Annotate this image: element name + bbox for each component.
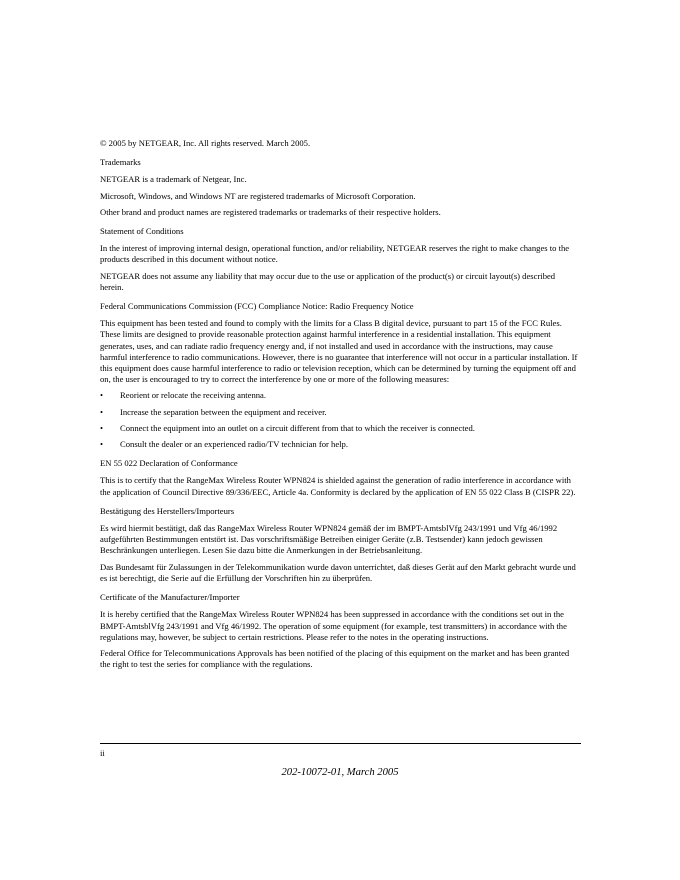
trademarks-paragraph: Other brand and product names are registered trademarks or trademarks of their respective holders.	[100, 206, 441, 217]
conditions-heading: Statement of Conditions	[100, 226, 184, 237]
en55022-heading: EN 55 022 Declaration of Conformance	[100, 458, 238, 469]
bullet-icon: •	[100, 406, 104, 417]
list-item-text: Consult the dealer or an experienced radio/TV technician for help.	[120, 439, 348, 450]
bestaetigung-heading: Bestätigung des Herstellers/Importeurs	[100, 505, 235, 516]
bullet-icon: •	[100, 422, 104, 433]
trademarks-paragraph: NETGEAR is a trademark of Netgear, Inc.	[100, 174, 247, 185]
page-number: ii	[100, 748, 105, 758]
bestaetigung-paragraph: Das Bundesamt für Zulassungen in der Telekommunikation wurde davon unterrichtet, daß dieses Gerät auf den Markt gebracht wurde und es ist berechtigt, die Serie auf die Erfüllung der Vorschriften hin zu überprüfen.	[100, 561, 576, 583]
certificate-heading: Certificate of the Manufacturer/Importer	[100, 592, 240, 603]
footer-divider	[100, 743, 581, 744]
bullet-icon: •	[100, 390, 104, 401]
bullet-icon: •	[100, 439, 104, 450]
list-item-text: Connect the equipment into an outlet on a circuit different from that to which the receiver is connected.	[120, 422, 475, 433]
trademarks-paragraph: Microsoft, Windows, and Windows NT are registered trademarks of Microsoft Corporation.	[100, 190, 416, 201]
trademarks-heading: Trademarks	[100, 157, 141, 168]
fcc-heading: Federal Communications Commission (FCC) Compliance Notice: Radio Frequency Notice	[100, 301, 414, 312]
conditions-paragraph: NETGEAR does not assume any liability that may occur due to the use or application of the product(s) or circuit layout(s) described herein.	[100, 270, 556, 292]
fcc-measures-list	[100, 390, 580, 450]
document-id: 202-10072-01, March 2005	[281, 767, 399, 778]
conditions-paragraph: In the interest of improving internal design, operational function, and/or reliability, NETGEAR reserves the right to make changes to the products described in this document without notice.	[100, 243, 570, 265]
list-item	[100, 439, 580, 450]
list-item	[100, 390, 580, 401]
fcc-paragraph: This equipment has been tested and found to comply with the limits for a Class B digital device, pursuant to part 15 of the FCC Rules. These limits are designed to provide reasonable protection against harmful interference in a residential installation. This equipment generates, uses, and can radiate radio frequency energy and, if not installed and used in accordance with the instructions, may cause harmful interference to radio communications. However, there is no guarantee that interference will not occur in a particular installation. If this equipment does cause harmful interference to radio or television reception, which can be determined by turning the equipment off and on, the user is encouraged to try to correct the interference by one or more of the following measures:	[100, 318, 578, 385]
certificate-paragraph: Federal Office for Telecommunications Approvals has been notified of the placing of this equipment on the market and has been granted the right to test the series for compliance with the regulations.	[100, 647, 570, 670]
list-item	[100, 407, 580, 418]
certificate-paragraph: It is hereby certified that the RangeMax Wireless Router WPN824 has been suppressed in accordance with the conditions set out in the BMPT-AmtsblVfg 243/1991 and Vfg 46/1992. The operation of some equipment (for example, test transmitters) in accordance with the regulations may, however, be subject to certain restrictions. Please refer to the notes in the operating instructions.	[100, 609, 567, 642]
list-item-text: Reorient or relocate the receiving antenna.	[120, 390, 267, 401]
en55022-paragraph: This is to certify that the RangeMax Wireless Router WPN824 is shielded against the generation of radio interference in accordance with the application of Council Directive 89/336/EEC, Article 4a. Conformity is declared by the application of EN 55 022 Class B (CISPR 22).	[100, 475, 576, 497]
copyright-notice: © 2005 by NETGEAR, Inc. All rights reserved. March 2005.	[100, 138, 311, 148]
bestaetigung-paragraph: Es wird hiermit bestätigt, daß das RangeMax Wireless Router WPN824 gemäß der im BMPT-AmtsblVfg 243/1991 und Vfg 46/1992 aufgeführten Bestimmungen entstört ist. Das vorschriftsmäßige Betreiben einiger Geräte (z.B. Testsender) kann jedoch gewissen Beschränkungen unterliegen. Lesen Sie dazu bitte die Anmerkungen in der Betriebsanleitung.	[100, 523, 558, 556]
list-item	[100, 423, 580, 434]
document-body	[100, 138, 580, 670]
list-item-text: Increase the separation between the equipment and receiver.	[120, 406, 327, 417]
